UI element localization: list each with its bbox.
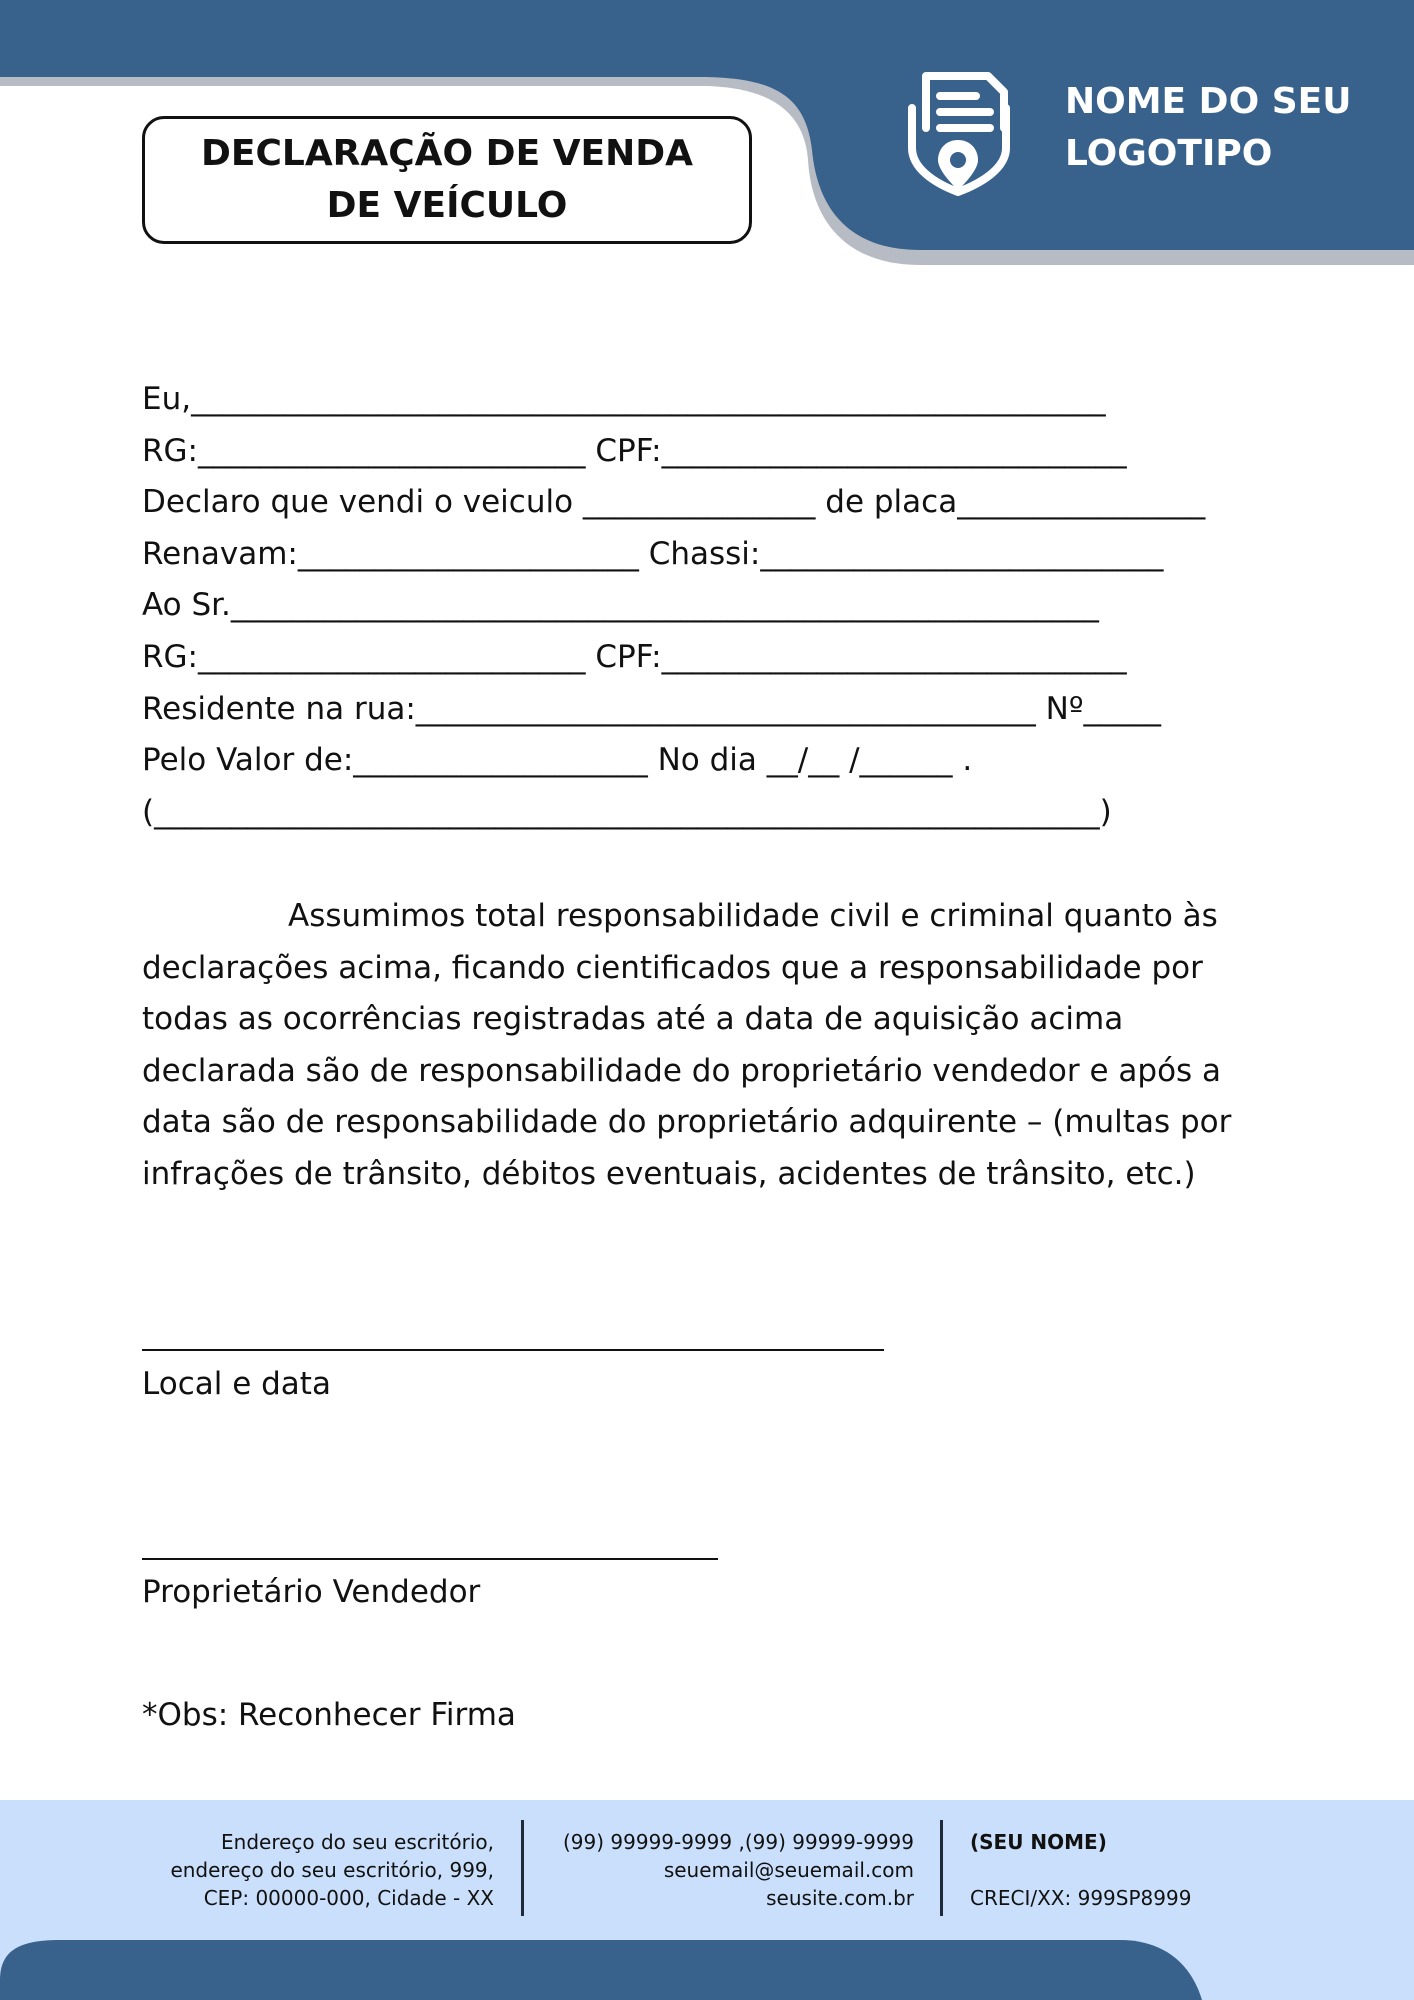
footer-divider-2: [940, 1820, 943, 1916]
document-title-box: [142, 116, 752, 244]
local-data-label: Local e data: [142, 1366, 331, 1402]
footer-broker-name: (SEU NOME): [970, 1830, 1107, 1854]
obs-note: *Obs: Reconhecer Firma: [142, 1697, 516, 1733]
title-line-1: DECLARAÇÃO DE VENDA: [200, 133, 694, 174]
footer-phone[interactable]: (99) 99999-9999 ,(99) 99999-9999: [562, 1830, 914, 1854]
footer-address-line-2: endereço do seu escritório, 999,: [170, 1858, 494, 1882]
footer-email[interactable]: seuemail@seuemail.com: [663, 1858, 914, 1882]
declaration-form: [142, 374, 1252, 838]
footer-broker: [970, 1828, 1250, 1912]
document-title: [201, 128, 693, 232]
form-line-name[interactable]: Eu,___________________________________________________________: [142, 381, 1106, 417]
footer-address-line-1: Endereço do seu escritório,: [221, 1830, 494, 1854]
logo-name: [1065, 76, 1351, 180]
logo-line-2: LOGOTIPO: [1065, 133, 1273, 174]
seller-label: Proprietário Vendedor: [142, 1574, 481, 1610]
form-line-buyer[interactable]: Ao Sr.________________________________________________________: [142, 587, 1099, 624]
local-data-signature-line[interactable]: [142, 1349, 884, 1351]
logo-line-1: NOME DO SEU: [1065, 81, 1352, 122]
footer-creci: CRECI/XX: 999SP8999: [970, 1886, 1192, 1910]
responsibility-paragraph: [142, 891, 1242, 1201]
form-line-renavam-chassi[interactable]: Renavam:______________________ Chassi:__________________________: [142, 535, 1164, 572]
footer-address-line-3: CEP: 00000-000, Cidade - XX: [203, 1886, 494, 1910]
footer-address: [140, 1828, 494, 1912]
title-line-2: DE VEÍCULO: [326, 185, 568, 226]
form-line-address[interactable]: Residente na rua:________________________________________ Nº_____: [142, 690, 1161, 727]
footer-divider-1: [521, 1820, 524, 1916]
footer-website[interactable]: seusite.com.br: [766, 1886, 914, 1910]
form-line-seller-rg-cpf[interactable]: RG:_________________________ CPF:______________________________: [142, 432, 1127, 469]
form-line-buyer-rg-cpf[interactable]: RG:_________________________ CPF:______________________________: [142, 638, 1127, 675]
form-line-value-date[interactable]: Pelo Valor de:___________________ No dia __/__ /______ .: [142, 742, 973, 779]
form-line-vehicle-plate[interactable]: Declaro que vendi o veiculo _______________ de placa________________: [142, 484, 1206, 521]
form-line-value-words[interactable]: (_____________________________________________________________): [142, 793, 1112, 830]
paragraph-text: Assumimos total responsabilidade civil e criminal quanto às declarações acima, ficando cientificados que a responsabilidade por todas as ocorrências registradas até a data de aquisição acima declarada são de responsabilidade do proprietário vendedor e após a data são de responsabilidade do proprietário adquirente – (multas por infrações de trânsito, débitos eventuais, acidentes de trânsito, etc.): [142, 898, 1232, 1192]
footer-contact: [540, 1828, 914, 1912]
document-location-icon: [900, 68, 1018, 198]
seller-signature-line[interactable]: [142, 1558, 718, 1560]
